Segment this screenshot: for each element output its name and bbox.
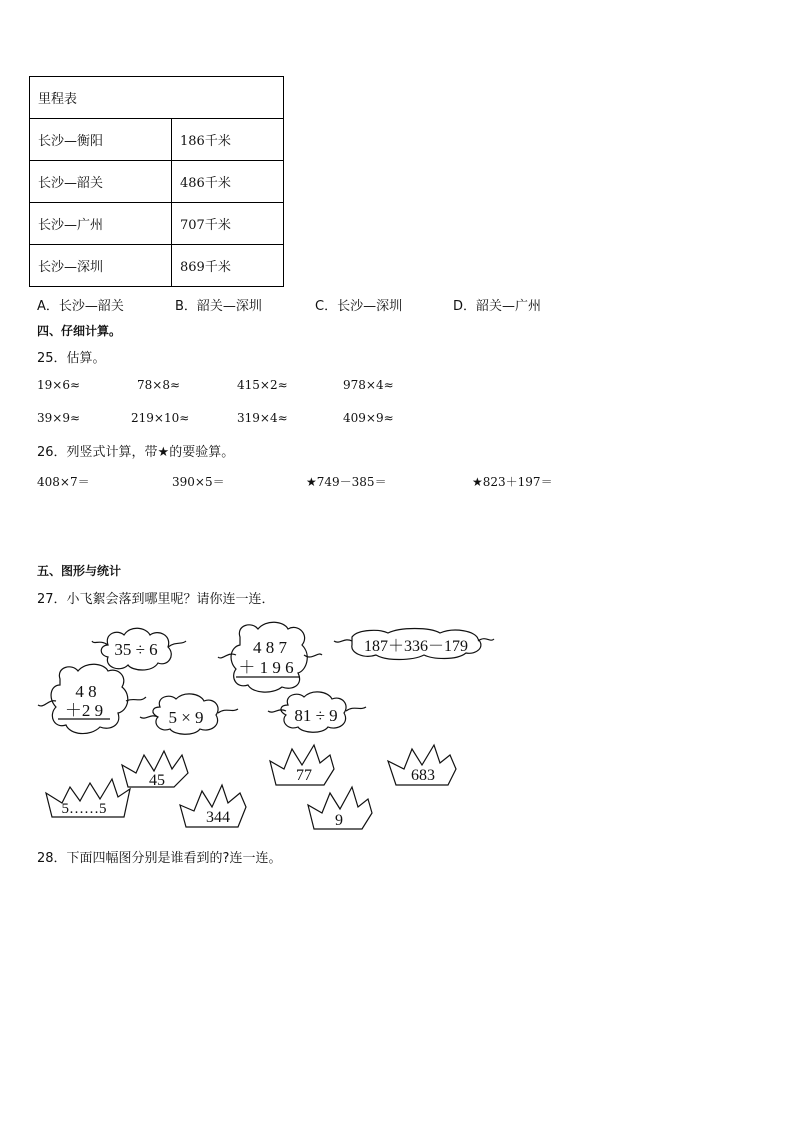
estimate-item: 319×4≈ (237, 411, 288, 425)
cloud-5-times-9 (140, 694, 238, 734)
option-a: A．长沙—韶关 (37, 299, 124, 314)
option-c: C．长沙—深圳 (315, 299, 403, 314)
estimate-item: 978×4≈ (343, 378, 394, 392)
grass-5-remainder-5 (46, 779, 130, 817)
calc-item: 408×7＝ (37, 475, 90, 489)
route-cell: 长沙—韶关 (30, 161, 172, 203)
mileage-table (29, 76, 284, 287)
calc-item: ★749－385＝ (306, 475, 387, 489)
route-cell: 长沙—深圳 (30, 245, 172, 287)
distance-cell: 186千米 (172, 119, 284, 161)
grass-45 (122, 751, 188, 789)
estimate-item: 19×6≈ (37, 378, 81, 392)
question-title: 26．列竖式计算，带★的要验算。 (37, 445, 235, 460)
option-d: D．韶关—广州 (453, 299, 542, 314)
grass-683 (388, 745, 456, 785)
question-title: 27．小飞絮会落到哪里呢？请你连一连． (37, 592, 275, 607)
cloud-label-top: 4 8 7 (253, 638, 287, 657)
table-row (30, 245, 284, 287)
estimate-item: 219×10≈ (131, 411, 190, 425)
cloud-label-top: 4 8 (75, 682, 97, 701)
grass-label: 683 (411, 767, 435, 784)
calc-item: 390×5＝ (172, 475, 225, 489)
table-title-row (30, 77, 284, 119)
cloud-label: 5 × 9 (168, 708, 204, 727)
distance-cell: 486千米 (172, 161, 284, 203)
cloud-487-plus-196 (218, 622, 322, 692)
section-heading: 五、图形与统计 (37, 564, 122, 578)
question-title: 28．下面四幅图分别是谁看到的?连一连。 (37, 851, 282, 866)
route-cell: 长沙—广州 (30, 203, 172, 245)
option-b: B．韶关—深圳 (175, 299, 262, 314)
dandelion-matching-figure (0, 615, 520, 840)
cloud-label: 187＋336－179 (363, 638, 469, 655)
grass-77 (270, 745, 334, 785)
cloud-48-plus-29 (38, 664, 146, 733)
grass-label: 45 (149, 772, 165, 789)
grass-label: 5……5 (61, 801, 107, 817)
grass-label: 344 (206, 809, 230, 826)
table-title: 里程表 (30, 77, 284, 119)
estimate-item: 415×2≈ (237, 378, 288, 392)
estimate-item: 78×8≈ (137, 378, 181, 392)
calc-item: ★823＋197＝ (472, 475, 553, 489)
cloud-187-336-179 (334, 629, 494, 660)
cloud-35-div-6 (92, 628, 186, 670)
table-row (30, 161, 284, 203)
cloud-label: 35 ÷ 6 (114, 640, 158, 659)
section-heading: 四、仔细计算。 (37, 324, 122, 338)
grass-9 (308, 787, 372, 829)
table-row (30, 119, 284, 161)
cloud-81-div-9 (268, 692, 366, 732)
question-title: 25．估算。 (37, 351, 106, 366)
grass-label: 77 (296, 767, 312, 784)
estimate-item: 39×9≈ (37, 411, 81, 425)
grass-label: 9 (335, 812, 343, 829)
estimate-item: 409×9≈ (343, 411, 394, 425)
cloud-label: 81 ÷ 9 (294, 706, 338, 725)
route-cell: 长沙—衡阳 (30, 119, 172, 161)
cloud-label-bottom: ＋2 9 (64, 701, 104, 720)
distance-cell: 869千米 (172, 245, 284, 287)
grass-344 (180, 785, 246, 827)
cloud-label-bottom: ＋ 1 9 6 (238, 658, 294, 677)
distance-cell: 707千米 (172, 203, 284, 245)
table-row (30, 203, 284, 245)
